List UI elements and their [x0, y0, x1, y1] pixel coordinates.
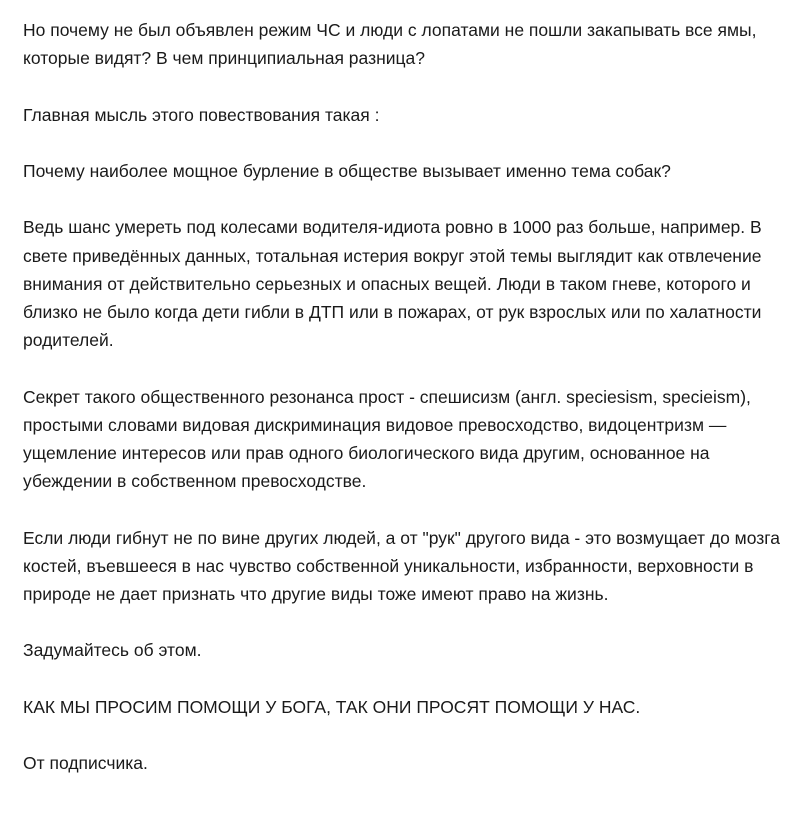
paragraph-risk-comparison: Ведь шанс умереть под колесами водителя-идиота ровно в 1000 раз больше, например. В свете приведённых данных, тотальная истерия вокруг этой темы выглядит как отвлечение внимания от действительно серьезных и опасных вещей. Люди в таком гневе, которого и близко не было когда дети гибли в ДТП или в пожарах, от рук взрослых или по халатности родителей.	[23, 217, 762, 351]
paragraph-main-idea: Главная мысль этого повествования такая :	[23, 104, 380, 125]
article-body	[23, 16, 783, 777]
paragraph-think: Задумайтесь об этом.	[23, 640, 202, 661]
paragraph-uniqueness: Если люди гибнут не по вине других людей, а от "рук" другого вида - это возмущает до мозга костей, въевшееся в нас чувство собственной уникальности, избранности, верховности в природе не дает признать что другие виды тоже имеют право на жизнь.	[23, 527, 780, 604]
paragraph-signature: От подписчика.	[23, 753, 148, 774]
paragraph-speciesism: Секрет такого общественного резонанса прост - спешисизм (англ. speciesism, specieism), простыми словами видовая дискриминация видовое превосходство, видоцентризм — ущемление интересов или прав одного биологического вида другим, основанное на убеждении в собственном превосходстве.	[23, 386, 751, 492]
paragraph-dogs-question: Почему наиболее мощное бурление в обществе вызывает именно тема собак?	[23, 160, 671, 181]
paragraph-plea: КАК МЫ ПРОСИМ ПОМОЩИ У БОГА, ТАК ОНИ ПРОСЯТ ПОМОЩИ У НАС.	[23, 696, 641, 717]
paragraph-question: Но почему не был объявлен режим ЧС и люди с лопатами не пошли закапывать все ямы, которые видят? В чем принципиальная разница?	[23, 20, 757, 69]
